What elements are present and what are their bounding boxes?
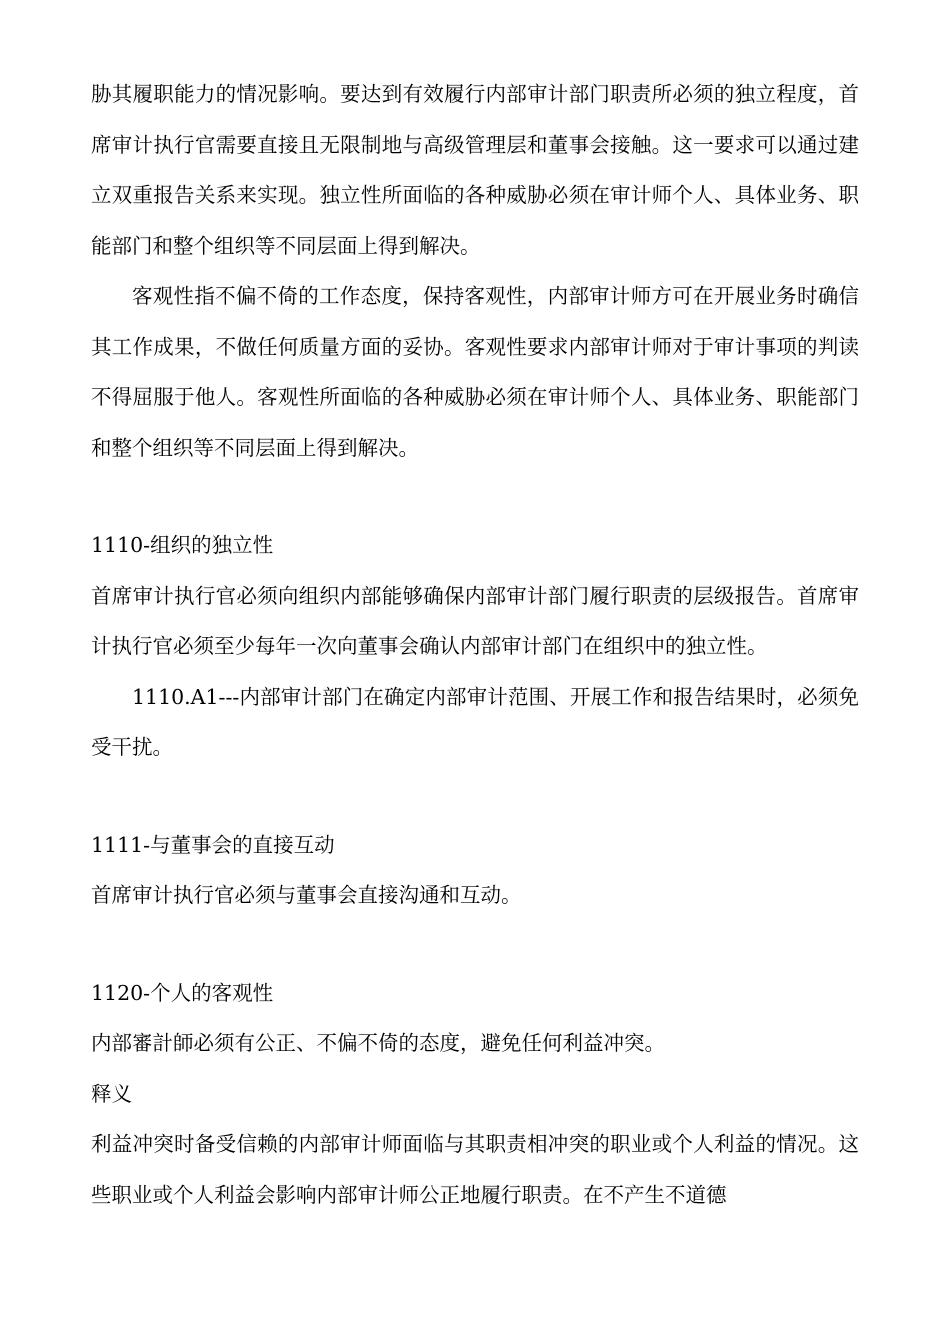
- document-page: [91, 69, 859, 1220]
- heading-1110: 1110-组织的独立性: [91, 533, 274, 557]
- paragraph-objectivity: 客观性指不偏不倚的工作态度，保持客观性，内部审计师方可在开展业务时确信其工作成果，不做任何质量方面的妥协。客观性要求内部审计师对于审计事项的判读不得屈服于他人。客观性所面临的各种威胁必须在审计师个人、具体业务、职能部门和整个组织等不同层面上得到解决。: [91, 284, 859, 460]
- section-gap: [91, 921, 859, 968]
- heading-1120: 1120-个人的客观性: [91, 980, 274, 1005]
- paragraph-1120: 内部審計師必须有公正、不偏不倚的态度，避免任何利益冲突。: [91, 1031, 665, 1055]
- paragraph-interpretation: 利益冲突时备受信赖的内部审计师面临与其职责相冲突的职业或个人利益的情况。这些职业或个人利益会影响内部审计师公正地履行职责。在不产生不道德: [91, 1132, 859, 1207]
- paragraph-1110-a1: 1110.A1---内部审计部门在确定内部审计范围、开展工作和报告结果时，必须免受干扰。: [91, 684, 859, 759]
- paragraph-1110: 首席审计执行官必须向组织内部能够确保内部审计部门履行职责的层级报告。首席审计执行官必须至少每年一次向董事会确认内部审计部门在组织中的独立性。: [91, 583, 859, 658]
- paragraph-independence-continued: 胁其履职能力的情况影响。要达到有效履行内部审计部门职责所必须的独立程度，首席审计执行官需要直接且无限制地与高级管理层和董事会接触。这一要求可以通过建立双重报告关系来实现。独立性所面临的各种威胁必须在审计师个人、具体业务、职能部门和整个组织等不同层面上得到解决。: [91, 82, 859, 258]
- section-gap: [91, 773, 859, 820]
- section-gap: [91, 473, 859, 520]
- heading-1111: 1111-与董事会的直接互动: [91, 832, 335, 857]
- heading-interpretation: 释义: [91, 1081, 132, 1106]
- paragraph-1111: 首席审计执行官必须与董事会直接沟通和互动。: [91, 883, 522, 907]
